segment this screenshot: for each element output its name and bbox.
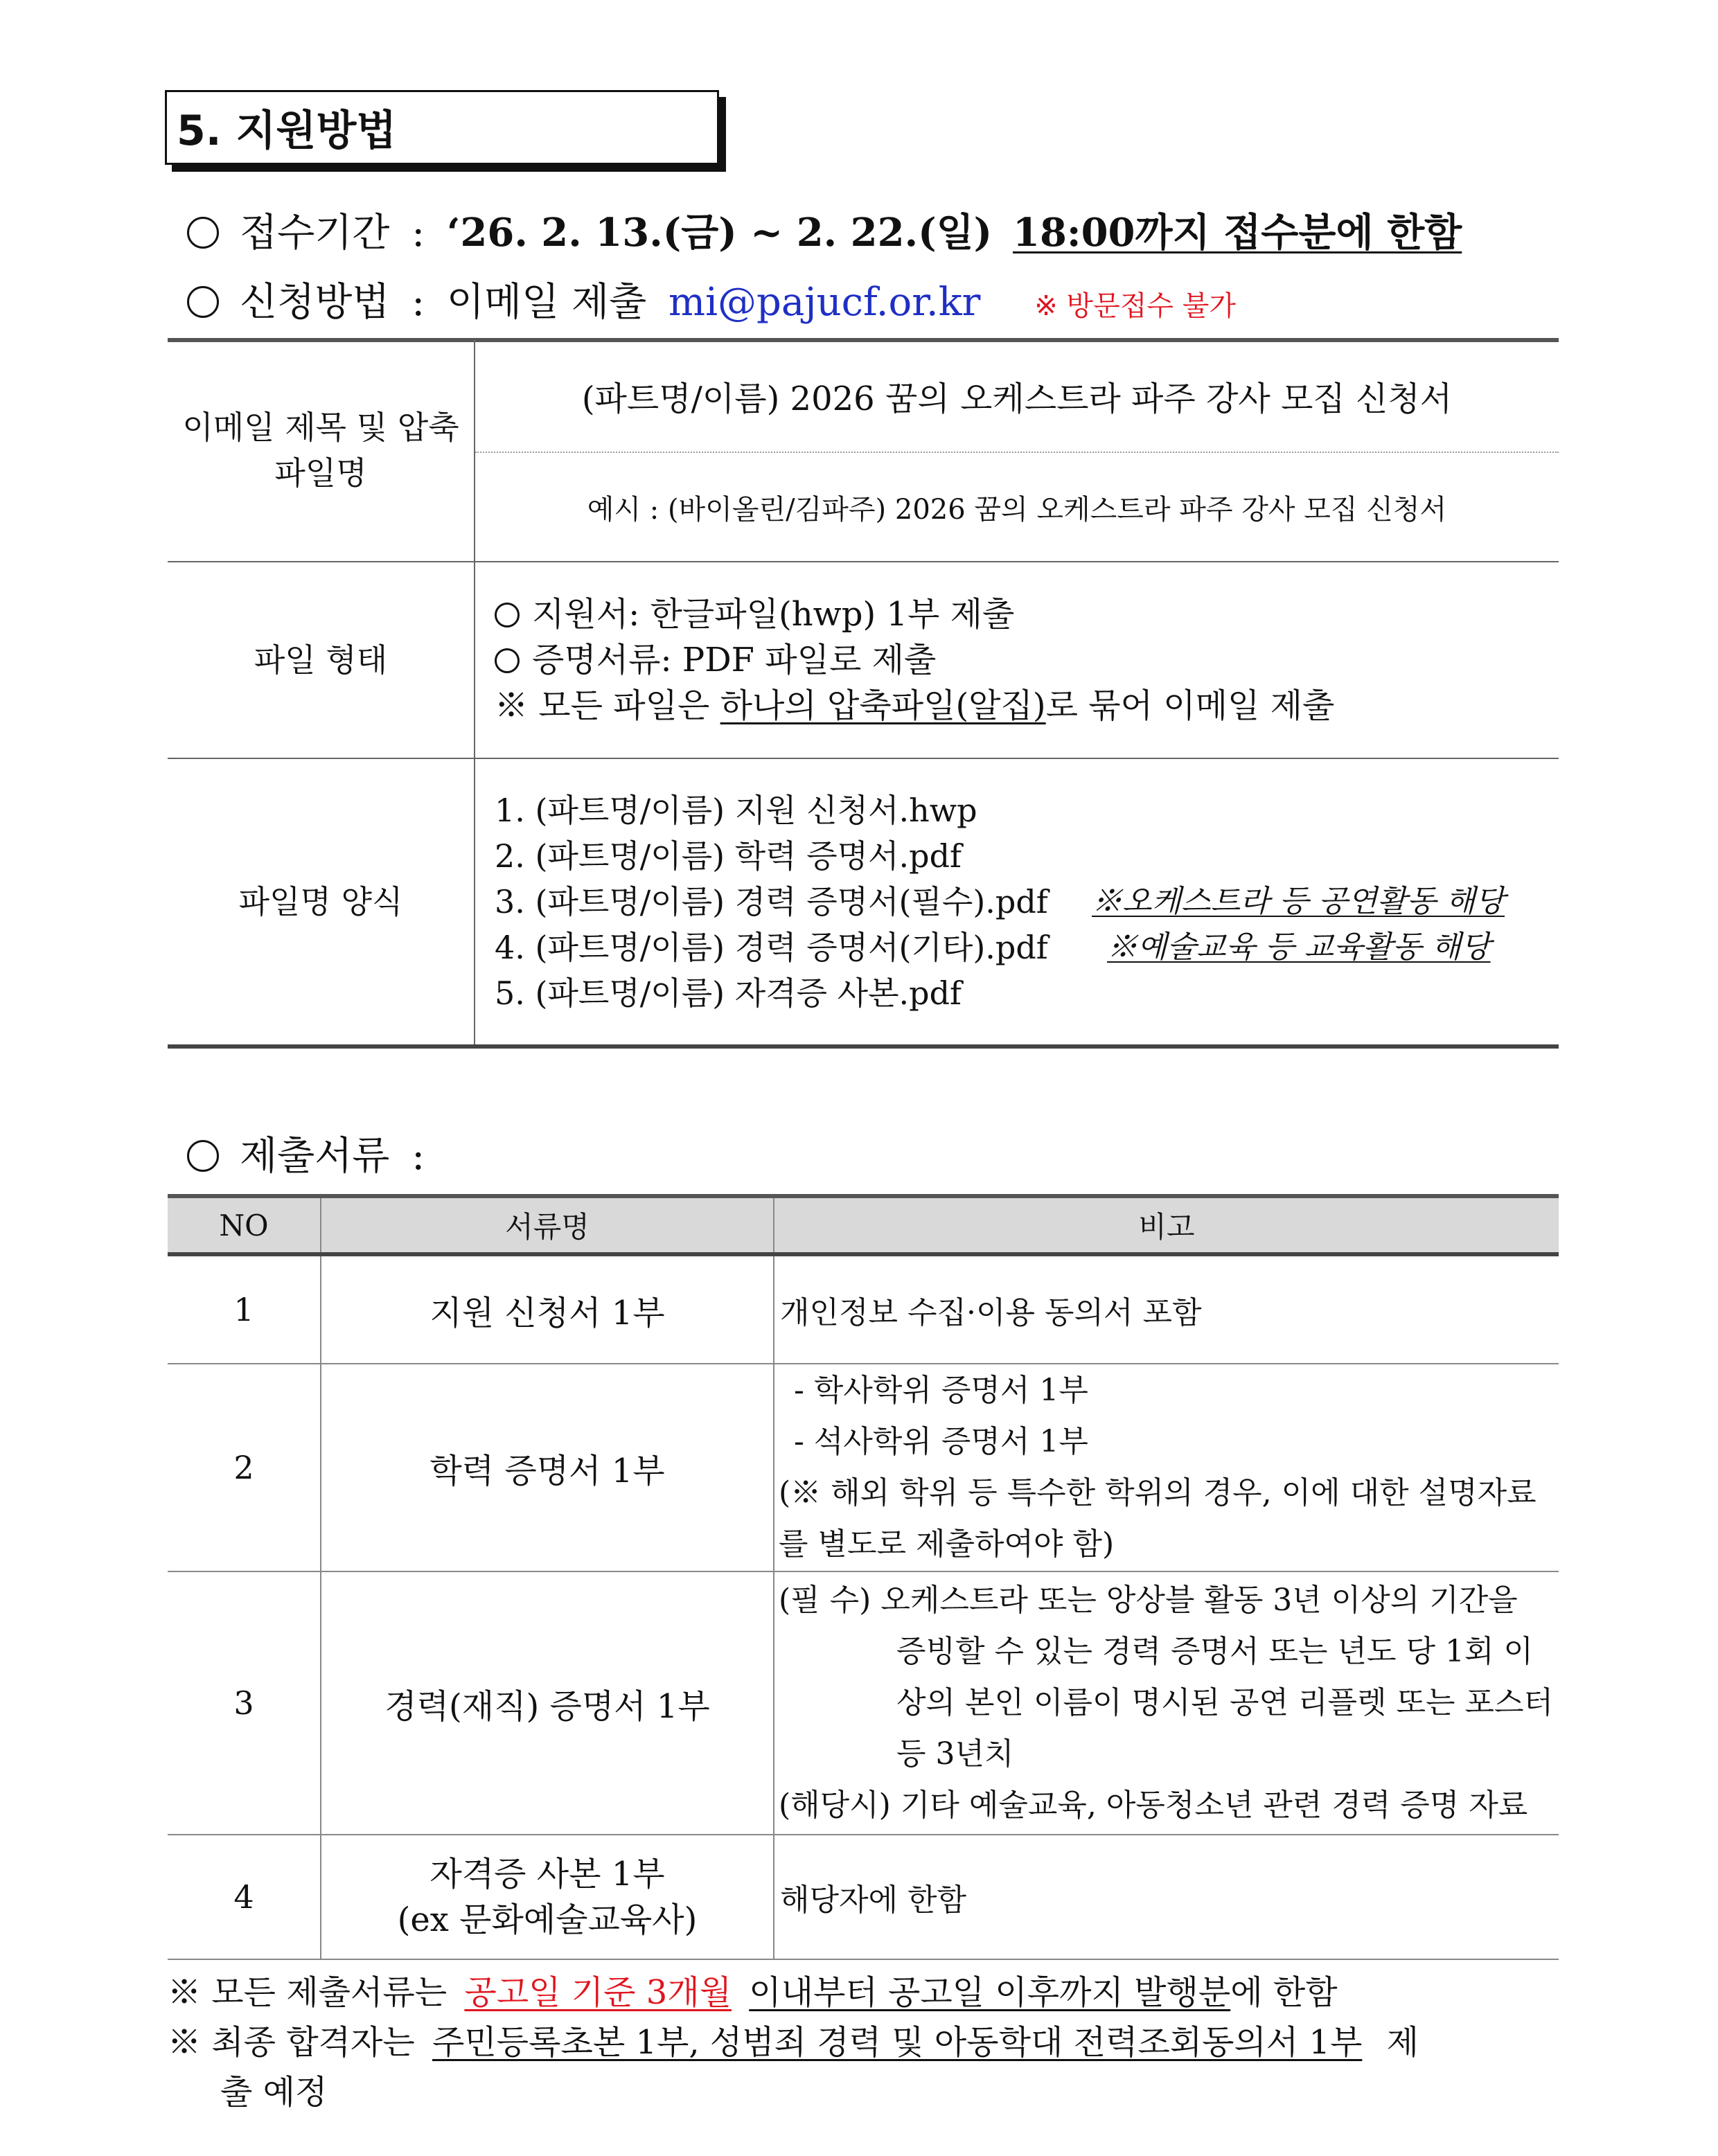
subject-label: 이메일 제목 및 압축파일명 bbox=[168, 339, 475, 562]
naming-label: 파일명 양식 bbox=[168, 758, 475, 1046]
naming-note-3: ※오케스트라 등 공연활동 해당 bbox=[1092, 884, 1505, 919]
naming-item-4: 4. (파트명/이름) 경력 증명서(기타).pdf ※예술교육 등 교육활동 해당 bbox=[495, 925, 1558, 970]
table-row bbox=[168, 1571, 1559, 1835]
circle-bullet-icon bbox=[187, 217, 219, 249]
row1-remark: 개인정보 수집·이용 동의서 포함 bbox=[774, 1254, 1559, 1364]
row2-no: 2 bbox=[168, 1364, 321, 1571]
period-deadline: 18:00까지 접수분에 한함 bbox=[1012, 210, 1462, 256]
row3-remark-a: (필 수) 오케스트라 또는 앙상블 활동 3년 이상의 기간을 증빙할 수 있는 경력 증명서 또는 년도 당 1회 이상의 본인 이름이 명시된 공연 리플렛 또는 포스터 등 3년치 bbox=[779, 1583, 1553, 1772]
header-no: NO bbox=[168, 1198, 321, 1254]
row1-no: 1 bbox=[168, 1254, 321, 1364]
row2-remark bbox=[774, 1364, 1559, 1571]
row4-name-a: 자격증 사본 1부 bbox=[430, 1855, 665, 1894]
row2-remark-b: - 석사학위 증명서 1부 bbox=[794, 1424, 1088, 1459]
circle-bullet-icon bbox=[495, 648, 520, 673]
table-header-row bbox=[168, 1198, 1559, 1254]
period-label: 접수기간 bbox=[240, 211, 390, 256]
method-colon: : bbox=[411, 280, 425, 325]
naming-item-3: 3. (파트명/이름) 경력 증명서(필수).pdf ※오케스트라 등 공연활동 해당 bbox=[495, 879, 1558, 925]
period-colon: : bbox=[411, 211, 425, 256]
row4-remark: 해당자에 한함 bbox=[774, 1835, 1559, 1959]
period-dates: ‘26. 2. 13.(금) ~ 2. 22.(일) bbox=[446, 210, 993, 256]
table-row bbox=[168, 562, 1559, 758]
header-remark: 비고 bbox=[774, 1198, 1559, 1254]
table-row bbox=[168, 1835, 1559, 1959]
docs-heading: 제출서류 : bbox=[187, 1125, 425, 1181]
naming-item-5: 5. (파트명/이름) 자격증 사본.pdf bbox=[495, 974, 962, 1012]
table-row bbox=[168, 758, 1559, 1046]
row3-no: 3 bbox=[168, 1571, 321, 1835]
table-row bbox=[168, 1364, 1559, 1571]
note-1: ※ 모든 제출서류는 공고일 기준 3개월 이내부터 공고일 이후까지 발행분에 한함 bbox=[168, 1973, 1338, 2012]
table-row bbox=[168, 339, 1559, 452]
documents-table bbox=[168, 1198, 1559, 1960]
row4-name bbox=[321, 1835, 774, 1959]
row2-name: 학력 증명서 1부 bbox=[321, 1364, 774, 1571]
row2-remark-a: - 학사학위 증명서 1부 bbox=[794, 1373, 1088, 1408]
format-label: 파일 형태 bbox=[168, 562, 475, 758]
method-label: 신청방법 bbox=[240, 280, 390, 325]
circle-bullet-icon bbox=[495, 603, 520, 627]
row4-no: 4 bbox=[168, 1835, 321, 1959]
row2-remark-c: (※ 해외 학위 등 특수한 학위의 경우, 이에 대한 설명자료를 별도로 제출하여야 함) bbox=[779, 1475, 1537, 1562]
naming-item-2: 2. (파트명/이름) 학력 증명서.pdf bbox=[495, 837, 962, 875]
format-line2: 증명서류: PDF 파일로 제출 bbox=[495, 637, 1558, 683]
row3-remark-b: (해당시) 기타 예술교육, 아동청소년 관련 경력 증명 자료 bbox=[779, 1788, 1528, 1823]
circle-bullet-icon bbox=[187, 1140, 219, 1172]
naming-item-1: 1. (파트명/이름) 지원 신청서.hwp bbox=[495, 792, 977, 829]
row3-name: 경력(재직) 증명서 1부 bbox=[321, 1571, 774, 1835]
method-text: 이메일 제출 bbox=[446, 280, 647, 325]
method-line bbox=[187, 271, 1236, 327]
note-2: ※ 최종 합격자는 주민등록초본 1부, 성범죄 경력 및 아동학대 전력조회동의서 1부 제 bbox=[168, 2023, 1419, 2062]
row1-name: 지원 신청서 1부 bbox=[321, 1254, 774, 1364]
circle-bullet-icon bbox=[187, 286, 219, 318]
format-line1: 지원서: 한글파일(hwp) 1부 제출 bbox=[495, 591, 1558, 637]
period-line bbox=[187, 202, 1462, 258]
row4-name-b: (ex 문화예술교육사) bbox=[397, 1900, 698, 1939]
header-doc-name: 서류명 bbox=[321, 1198, 774, 1254]
row3-remark bbox=[774, 1571, 1559, 1835]
format-cell bbox=[475, 562, 1559, 758]
section-title: 5. 지원방법 bbox=[165, 90, 719, 165]
table-row bbox=[168, 1254, 1559, 1364]
naming-cell bbox=[475, 758, 1559, 1046]
note-1-highlight: 공고일 기준 3개월 bbox=[464, 1973, 732, 2012]
subject-example: 예시 : (바이올린/김파주) 2026 꿈의 오케스트라 파주 강사 모집 신청서 bbox=[475, 452, 1559, 562]
visit-note: ※ 방문접수 불가 bbox=[1034, 290, 1236, 322]
naming-note-4: ※예술교육 등 교육활동 해당 bbox=[1107, 929, 1491, 965]
format-line3: ※ 모든 파일은 하나의 압축파일(알집)로 묶어 이메일 제출 bbox=[495, 686, 1335, 725]
application-info-table bbox=[168, 339, 1559, 1049]
email-link[interactable]: mi@pajucf.or.kr bbox=[668, 280, 981, 325]
note-2-continuation: 출 예정 bbox=[220, 2073, 328, 2112]
subject-value: (파트명/이름) 2026 꿈의 오케스트라 파주 강사 모집 신청서 bbox=[475, 339, 1559, 452]
